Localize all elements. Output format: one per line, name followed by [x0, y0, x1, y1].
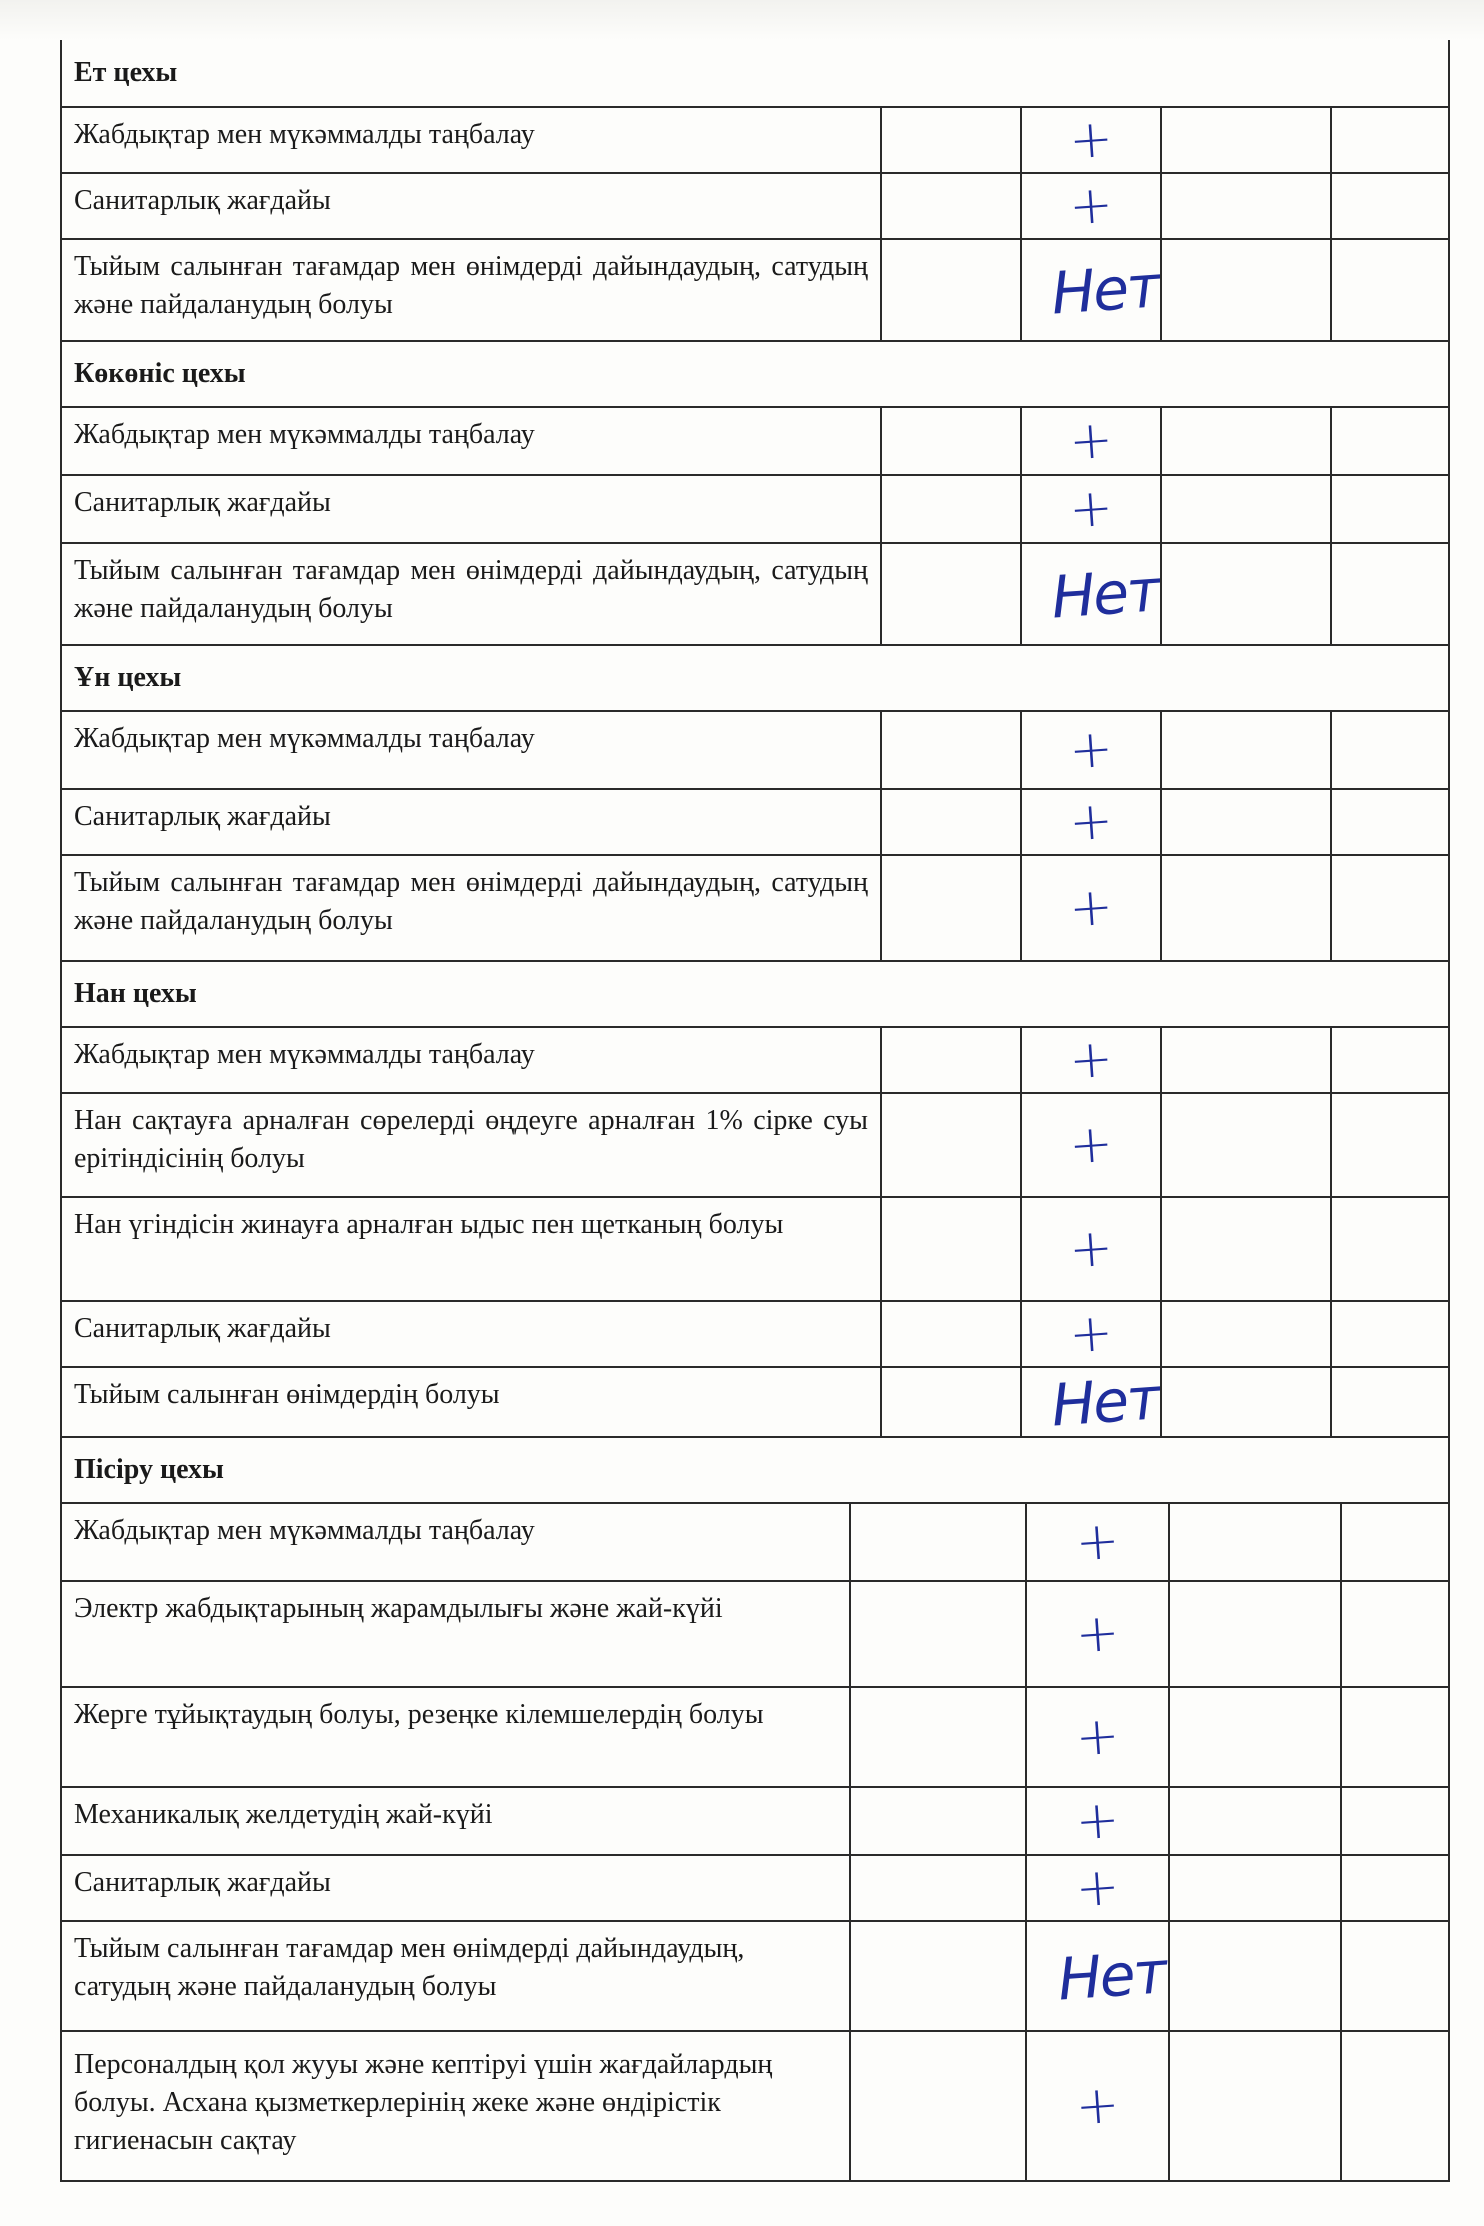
mark-cell	[1025, 1788, 1168, 1854]
empty-cell	[880, 408, 1020, 474]
table-row	[62, 1920, 1448, 2030]
empty-cell	[880, 1302, 1020, 1366]
empty-cell	[1340, 2032, 1448, 2180]
mark-cell	[1025, 2032, 1168, 2180]
section-header: Пісіру цехы	[62, 1436, 1448, 1502]
table-row	[62, 854, 1448, 960]
handwritten-mark: +	[1067, 790, 1115, 854]
empty-cell	[880, 1094, 1020, 1196]
table-row	[62, 2030, 1448, 2180]
empty-cell	[849, 1582, 1025, 1686]
handwritten-mark: +	[1067, 1113, 1115, 1177]
section-header: Нан цехы	[62, 960, 1448, 1026]
empty-cell	[880, 108, 1020, 172]
table-row	[62, 1786, 1448, 1854]
empty-cell	[1160, 108, 1330, 172]
empty-cell	[1330, 1094, 1448, 1196]
criterion-label: Жабдықтар мен мүкәммалды таңбалау	[74, 1515, 535, 1546]
empty-cell	[1168, 1856, 1340, 1920]
handwritten-mark: +	[1067, 718, 1115, 782]
section-header: Ұн цехы	[62, 644, 1448, 710]
handwritten-mark: +	[1067, 477, 1115, 541]
empty-cell	[1330, 174, 1448, 238]
criterion-label: Жабдықтар мен мүкәммалды таңбалау	[74, 1039, 535, 1070]
empty-cell	[1340, 1788, 1448, 1854]
table-row	[62, 1502, 1448, 1580]
criterion-label: Санитарлық жағдайы	[74, 801, 331, 832]
table-row	[62, 406, 1448, 474]
empty-cell	[1160, 174, 1330, 238]
handwritten-mark: +	[1067, 1302, 1115, 1366]
handwritten-mark: +	[1073, 2074, 1122, 2138]
mark-cell	[1020, 1364, 1161, 1440]
table-row	[62, 788, 1448, 854]
criterion-label: Нан үгіндісін жинауға арналған ыдыс пен щетканың болуы	[74, 1209, 784, 1240]
mark-cell	[1025, 1856, 1168, 1920]
mark-cell	[1020, 476, 1160, 542]
empty-cell	[1330, 712, 1448, 788]
handwritten-mark: +	[1073, 1510, 1122, 1574]
empty-cell	[880, 1028, 1020, 1092]
handwritten-mark: Нет	[1049, 252, 1161, 328]
table-row	[62, 1092, 1448, 1196]
table-row	[62, 238, 1448, 340]
mark-cell	[1025, 1688, 1168, 1786]
table-row	[62, 710, 1448, 788]
criterion-label: Персоналдың қол жууы және кептіруі үшін жағдайлардың болуы. Асхана қызметкерлерінің жеке және өндірістік гигиенасын сақтау	[74, 2049, 773, 2156]
table-row	[62, 1854, 1448, 1920]
empty-cell	[880, 856, 1020, 960]
page-edge	[0, 0, 1484, 40]
table-row	[62, 1300, 1448, 1366]
criterion-label: Санитарлық жағдайы	[74, 1867, 331, 1898]
inspection-checklist-table	[60, 40, 1450, 2182]
empty-cell	[1168, 1504, 1340, 1580]
table-row	[62, 172, 1448, 238]
handwritten-mark: +	[1067, 108, 1115, 172]
table-row	[62, 1196, 1448, 1300]
criterion-label: Санитарлық жағдайы	[74, 1313, 331, 1344]
empty-cell	[880, 476, 1020, 542]
table-row	[62, 474, 1448, 542]
mark-cell	[1020, 790, 1160, 854]
empty-cell	[1168, 1582, 1340, 1686]
mark-cell	[1020, 408, 1160, 474]
handwritten-mark: Нет	[1055, 1938, 1168, 2014]
mark-cell	[1025, 1582, 1168, 1686]
empty-cell	[1160, 712, 1330, 788]
empty-cell	[849, 1856, 1025, 1920]
empty-cell	[1160, 240, 1330, 340]
empty-cell	[880, 240, 1020, 340]
criterion-label: Электр жабдықтарының жарамдылығы және жай-күйі	[74, 1593, 723, 1624]
empty-cell	[1330, 1368, 1448, 1436]
empty-cell	[1160, 1028, 1330, 1092]
handwritten-mark: +	[1067, 409, 1115, 473]
empty-cell	[880, 1368, 1020, 1436]
mark-cell	[1020, 1198, 1160, 1300]
empty-cell	[849, 1788, 1025, 1854]
criterion-label: Жерге тұйықтаудың болуы, резеңке кілемшелердің болуы	[74, 1699, 764, 1730]
criterion-label: Санитарлық жағдайы	[74, 487, 331, 518]
empty-cell	[1160, 544, 1330, 644]
empty-cell	[1168, 1688, 1340, 1786]
mark-cell	[1020, 544, 1160, 644]
empty-cell	[1168, 1922, 1340, 2030]
handwritten-mark: +	[1067, 1217, 1115, 1281]
empty-cell	[1330, 1028, 1448, 1092]
section-header: Көкөніс цехы	[62, 340, 1448, 406]
mark-cell	[1020, 240, 1160, 340]
empty-cell	[1160, 408, 1330, 474]
empty-cell	[1160, 790, 1330, 854]
mark-cell	[1020, 856, 1160, 960]
handwritten-mark: +	[1073, 1789, 1122, 1853]
criterion-label: Жабдықтар мен мүкәммалды таңбалау	[74, 723, 535, 754]
empty-cell	[1160, 476, 1330, 542]
criterion-label: Тыйым салынған тағамдар мен өнімдерді дайындаудың, сатудың және пайдаланудың болуы	[74, 1933, 745, 2002]
empty-cell	[849, 2032, 1025, 2180]
empty-cell	[880, 1198, 1020, 1300]
empty-cell	[1160, 1302, 1330, 1366]
criterion-label: Жабдықтар мен мүкәммалды таңбалау	[74, 119, 535, 150]
table-row	[62, 106, 1448, 172]
criterion-label: Механикалық желдетудің жай-күйі	[74, 1799, 493, 1830]
empty-cell	[880, 712, 1020, 788]
handwritten-mark: +	[1067, 1028, 1115, 1092]
table-row	[62, 1686, 1448, 1786]
empty-cell	[849, 1504, 1025, 1580]
empty-cell	[1330, 544, 1448, 644]
mark-cell	[1020, 108, 1160, 172]
criterion-label: Тыйым салынған тағамдар мен өнімдерді дайындаудың, сатудың және пайдаланудың болуы	[74, 555, 868, 624]
empty-cell	[1160, 1368, 1330, 1436]
empty-cell	[1168, 2032, 1340, 2180]
table-row	[62, 1580, 1448, 1686]
mark-cell	[1020, 712, 1160, 788]
empty-cell	[1330, 1198, 1448, 1300]
empty-cell	[849, 1688, 1025, 1786]
mark-cell	[1020, 1094, 1160, 1196]
mark-cell	[1020, 174, 1160, 238]
handwritten-mark: +	[1073, 1602, 1122, 1666]
empty-cell	[1330, 476, 1448, 542]
handwritten-mark: Нет	[1049, 556, 1161, 632]
empty-cell	[1330, 408, 1448, 474]
handwritten-mark: +	[1073, 1705, 1122, 1769]
empty-cell	[1330, 856, 1448, 960]
criterion-label: Жабдықтар мен мүкәммалды таңбалау	[74, 419, 535, 450]
table-row	[62, 1364, 1448, 1440]
empty-cell	[1330, 1302, 1448, 1366]
section-header: Ет цехы	[74, 57, 178, 88]
criterion-label: Тыйым салынған тағамдар мен өнімдерді дайындаудың, сатудың және пайдаланудың болуы	[74, 867, 868, 936]
mark-cell	[1020, 1302, 1160, 1366]
criterion-label: Нан сақтауға арналған сөрелерді өңдеуге арналған 1% сірке суы ерітіндісінің болуы	[74, 1105, 868, 1174]
handwritten-mark: +	[1067, 174, 1115, 238]
empty-cell	[1330, 790, 1448, 854]
empty-cell	[1340, 1582, 1448, 1686]
mark-cell	[1025, 1504, 1168, 1580]
handwritten-mark: +	[1067, 876, 1115, 940]
empty-cell	[1168, 1788, 1340, 1854]
empty-cell	[880, 544, 1020, 644]
empty-cell	[1340, 1922, 1448, 2030]
empty-cell	[1340, 1504, 1448, 1580]
mark-cell	[1025, 1922, 1168, 2030]
empty-cell	[1340, 1688, 1448, 1786]
mark-cell	[1020, 1028, 1160, 1092]
empty-cell	[1340, 1856, 1448, 1920]
empty-cell	[1160, 856, 1330, 960]
table-row	[62, 542, 1448, 644]
empty-cell	[1330, 108, 1448, 172]
criterion-label: Тыйым салынған тағамдар мен өнімдерді дайындаудың, сатудың және пайдаланудың болуы	[74, 251, 868, 320]
empty-cell	[1330, 240, 1448, 340]
criterion-label: Тыйым салынған өнімдердің болуы	[74, 1379, 500, 1410]
criterion-label: Санитарлық жағдайы	[74, 185, 331, 216]
empty-cell	[1160, 1198, 1330, 1300]
empty-cell	[880, 174, 1020, 238]
handwritten-mark: +	[1073, 1856, 1122, 1920]
handwritten-mark: Нет	[1049, 1364, 1161, 1440]
table-row	[62, 1026, 1448, 1092]
empty-cell	[849, 1922, 1025, 2030]
empty-cell	[1160, 1094, 1330, 1196]
empty-cell	[880, 790, 1020, 854]
